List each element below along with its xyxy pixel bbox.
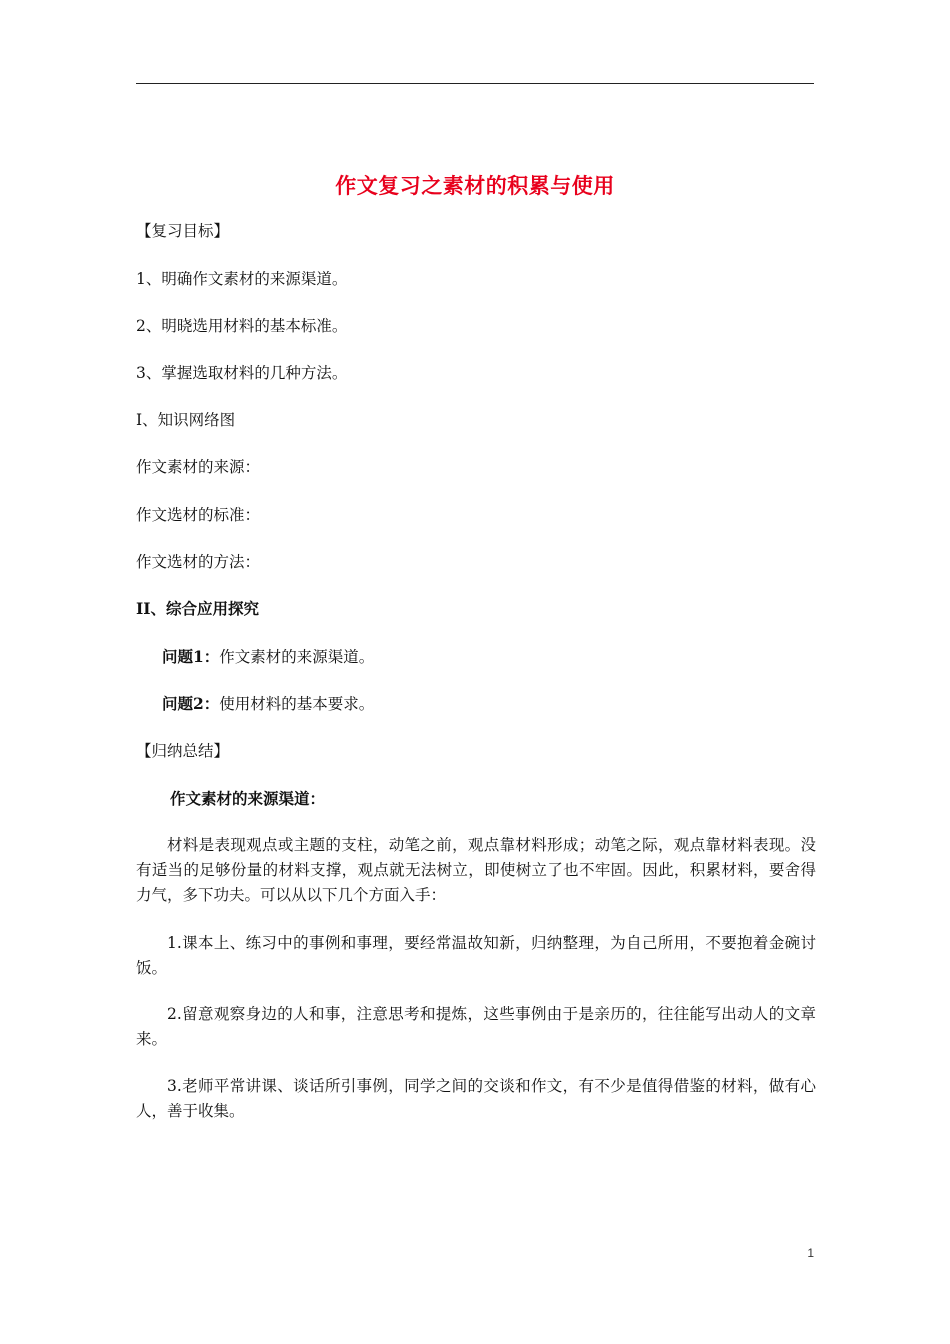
question-1-label: 问题1： — [162, 647, 220, 666]
question-2-text: 使用材料的基本要求。 — [219, 695, 375, 713]
summary-heading: 【归纳总结】 — [136, 742, 230, 760]
goals-heading: 【复习目标】 — [136, 222, 230, 240]
summary-subheading: 作文素材的来源渠道： — [170, 789, 326, 808]
question-2-label: 问题2： — [162, 694, 220, 713]
header-rule — [136, 83, 814, 84]
question-1 — [162, 645, 374, 669]
question-1-text: 作文素材的来源渠道。 — [219, 648, 375, 666]
knowledge-item: 作文素材的来源： — [136, 458, 261, 476]
section2-heading: II、综合应用探究 — [136, 599, 260, 618]
question-2 — [162, 692, 374, 716]
goal-item: 2、明晓选用材料的基本标准。 — [136, 317, 348, 335]
knowledge-item: 作文选材的标准： — [136, 506, 261, 524]
summary-point: 1.课本上、练习中的事例和事理，要经常温故知新，归纳整理，为自己所用，不要抱着金碗讨饭。 — [136, 934, 816, 977]
knowledge-item: 作文选材的方法： — [136, 553, 261, 571]
goal-item: 1、明确作文素材的来源渠道。 — [136, 270, 348, 288]
section1-heading: I、知识网络图 — [136, 411, 236, 429]
summary-point: 3.老师平常讲课、谈话所引事例，同学之间的交谈和作文，有不少是值得借鉴的材料，做有心人，善于收集。 — [136, 1077, 816, 1120]
summary-intro: 材料是表现观点或主题的支柱，动笔之前，观点靠材料形成；动笔之际，观点靠材料表现。没有适当的足够份量的材料支撑，观点就无法树立，即使树立了也不牢固。因此，积累材料，要舍得力气，多下功夫。可以从以下几个方面入手： — [136, 836, 816, 904]
goal-item: 3、掌握选取材料的几种方法。 — [136, 364, 348, 382]
page-number: 1 — [807, 1246, 814, 1260]
document-title: 作文复习之素材的积累与使用 — [335, 173, 615, 198]
summary-point: 2.留意观察身边的人和事，注意思考和提炼，这些事例由于是亲历的，往往能写出动人的文章来。 — [136, 1005, 816, 1048]
